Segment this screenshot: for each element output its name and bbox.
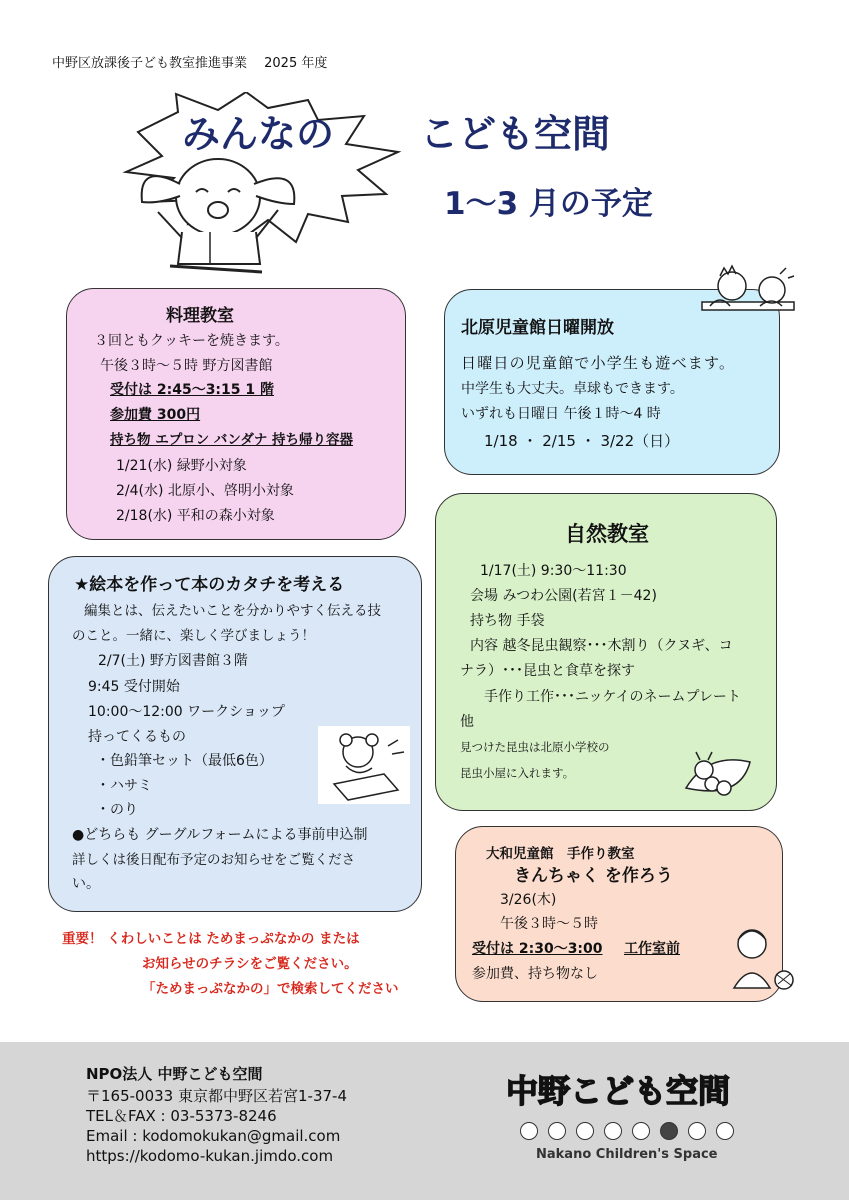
cooking-class-title: 料理教室 <box>166 306 234 326</box>
face-icon <box>576 1122 594 1140</box>
picturebook-line: い。 <box>72 876 100 892</box>
caterpillar-leaf-illustration <box>678 748 758 808</box>
kitahara-line: いずれも日曜日 午後１時～4 時 <box>461 406 661 422</box>
footer-email[interactable]: Email : kodomokukan@gmail.com <box>86 1127 341 1145</box>
face-icon <box>632 1122 650 1140</box>
notice-line-important: 重要！ くわしいことは ためまっぷなかの または <box>62 931 360 947</box>
face-icon <box>688 1122 706 1140</box>
cooking-date: 2/4(水) 北原小、啓明小対象 <box>116 483 294 499</box>
picturebook-line: 持ってくるもの <box>88 729 186 745</box>
child-drawing-illustration <box>318 726 410 804</box>
yamato-line: 午後３時～５時 <box>500 916 598 932</box>
nature-line: 持ち物 手袋 <box>470 613 545 629</box>
picturebook-item: ・ハサミ <box>96 778 152 794</box>
picturebook-item: ・色鉛筆セット（最低6色） <box>96 753 273 769</box>
yamato-subtitle: きんちゃく を作ろう <box>514 866 673 886</box>
children-studying-illustration <box>700 262 800 336</box>
nature-date: 1/17(土) 9:30～11:30 <box>480 563 627 579</box>
notice-line: お知らせのチラシをご覧ください。 <box>142 956 358 972</box>
program-label: 中野区放課後子ども教室推進事業 2025 年度 <box>52 56 328 71</box>
footer-org-name: NPO法人 中野こども空間 <box>86 1065 263 1083</box>
rabbit-head <box>176 159 260 235</box>
footer-logo-text: 中野こども空間 <box>506 1072 731 1110</box>
yamato-date: 3/26(木) <box>500 892 557 908</box>
footer-address: 〒165-0033 東京都中野区若宮1-37-4 <box>86 1087 347 1105</box>
kitahara-line: 日曜日の児童館で小学生も遊べます。 <box>461 354 736 372</box>
smile-face-icon <box>548 1122 566 1140</box>
yamato-line: 参加費、持ち物なし <box>472 966 598 982</box>
face-icon <box>716 1122 734 1140</box>
cooking-fee: 参加費 300円 <box>110 407 201 423</box>
picturebook-line: のこと。一緒に、楽しく学びましょう！ <box>72 628 315 644</box>
notice-line-search: 「ためまっぷなかの」で検索してください <box>142 981 399 997</box>
rabbit-ear-icon <box>142 176 180 202</box>
cooking-date: 1/21(水) 緑野小対象 <box>116 458 247 474</box>
picturebook-line: 9:45 受付開始 <box>88 679 180 695</box>
cooking-items: 持ち物 エプロン バンダナ 持ち帰り容器 <box>110 432 354 448</box>
footer-logo-faces <box>520 1122 760 1142</box>
nature-class-title: 自然教室 <box>565 522 649 546</box>
picturebook-line: ●どちらも グーグルフォームによる事前申込制 <box>72 827 368 843</box>
nature-line: 会場 みつわ公園(若宮１－42) <box>470 588 657 604</box>
cooking-line: ３回ともクッキーを焼きます。 <box>94 333 289 349</box>
footer-logo-english: Nakano Children's Space <box>536 1147 718 1162</box>
picturebook-title: ★絵本を作って本のカタチを考える <box>74 575 345 595</box>
picturebook-item: ・のり <box>96 802 138 818</box>
kitahara-line: 中学生も大丈夫。卓球もできます。 <box>461 381 684 397</box>
schedule-subtitle: 1～3 月の予定 <box>444 186 653 222</box>
picturebook-line: 編集とは、伝えたいことを分かりやすく伝える技 <box>84 603 381 619</box>
kitahara-title: 北原児童館日曜開放 <box>461 318 614 338</box>
footer-tel: TEL＆FAX : 03-5373-8246 <box>86 1107 277 1125</box>
nature-line: 内容 越冬昆虫観察･･･木割り（クヌギ、コ <box>470 638 733 654</box>
kitahara-dates: 1/18 ・ 2/15 ・ 3/22（日） <box>484 432 680 450</box>
nature-note: 見つけた昆虫は北原小学校の <box>460 740 610 754</box>
dark-face-icon <box>660 1122 678 1140</box>
smile-face-icon <box>520 1122 538 1140</box>
picturebook-date: 2/7(土) 野方図書館３階 <box>98 653 248 669</box>
cooking-date: 2/18(水) 平和の森小対象 <box>116 508 275 524</box>
footer-url[interactable]: https://kodomo-kukan.jimdo.com <box>86 1147 334 1165</box>
yamato-reception: 受付は 2:30～3:00 <box>472 941 603 957</box>
picturebook-line: 10:00～12:00 ワークショップ <box>88 704 285 720</box>
yamato-place: 工作室前 <box>624 941 680 957</box>
nature-line: 他 <box>460 714 474 730</box>
face-icon <box>604 1122 622 1140</box>
nature-line: ナラ）･･･昆虫と食草を探す <box>460 663 635 679</box>
child-sewing-illustration <box>724 922 800 994</box>
title-kodomo-kukan: こども空間 <box>420 112 611 156</box>
cooking-reception: 受付は 2:45～3:15 1 階 <box>110 382 275 398</box>
nature-line: 手作り工作･･･ニッケイのネームプレート <box>484 689 741 705</box>
cooking-line: 午後３時～５時 野方図書館 <box>100 358 273 374</box>
picturebook-line: 詳しくは後日配布予定のお知らせをご覧くださ <box>72 852 356 868</box>
title-minnano: みんなの <box>182 112 335 156</box>
yamato-title: 大和児童館 手作り教室 <box>486 846 635 862</box>
nature-note: 昆虫小屋に入れます。 <box>460 766 575 780</box>
